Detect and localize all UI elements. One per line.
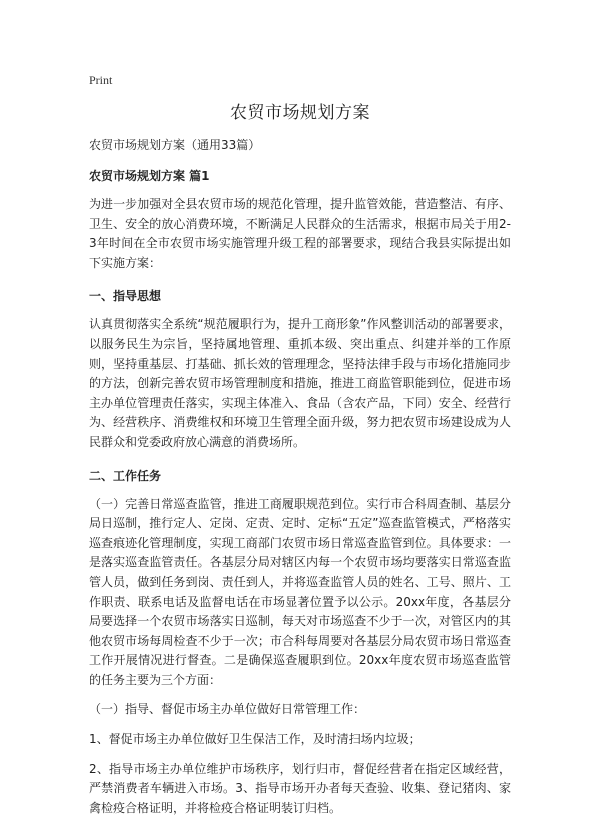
document-subtitle: 农贸市场规划方案（通用33篇） [89,138,261,152]
document-title: 农贸市场规划方案 [230,103,370,123]
heading-guiding-thought: 一、指导思想 [89,289,162,304]
print-label[interactable]: Print [89,73,113,87]
guiding-paragraph: 认真贯彻落实全系统“规范履职行为，提升工商形象”作风整训活动的部署要求，以服务民生为宗旨，坚持属地管理、重抓本级、突出重点、纠建并举的工作原则，坚持重基层、打基础、抓长效的管理理念，坚持法律手段与市场化措施同步的方法，创新完善农贸市场管理制度和措施，推进工商监管职能到位，促进市场主办单位管理责任落实，实现主体准入、食品（含农产品，下同）安全、经营行为、经营秩序、消费维权和环境卫生管理全面升级，努力把农贸市场建设成为人民群众和党委政府放心满意的消费场所。 [89,317,511,449]
intro-paragraph: 为进一步加强对全县农贸市场的规范化管理，提升监管效能，营造整洁、有序、卫生、安全的放心消费环境，不断满足人民群众的生活需求，根据市局关于用2-3年时间在全市农贸市场实施管理升级工程的部署要求，现结合我县实际提出如下实施方案： [89,197,511,270]
task-paragraph: （一）完善日常巡查监管，推进工商履职规范到位。实行市合科周查制、基层分局日巡制，推行定人、定岗、定责、定时、定标“五定”巡查监管模式，严格落实巡查痕迹化管理制度，实现工商部门农贸市场日常巡查监管到位。具体要求：一是落实巡查监管责任。各基层分局对辖区内每一个农贸市场均要落实日常巡查监管人员，做到任务到岗、责任到人，并将巡查监管人员的姓名、工号、照片、工作职责、联系电话及监督电话在市场显著位置予以公示。20xx年度，各基层分局要选择一个农贸市场落实日巡制，每天对市场巡查不少于一次，对管区内的其他农贸市场每周检查不少于一次；市合科每周要对各基层分局农贸市场日常巡查工作开展情况进行督查。二是确保巡查履职到位。20xx年度农贸市场巡查监管的任务主要为三个方面： [89,496,511,687]
subtask-paragraph: （一）指导、督促市场主办单位做好日常管理工作： [89,702,366,717]
heading-work-tasks: 二、工作任务 [89,468,162,483]
section-title: 农贸市场规划方案 篇1 [89,169,210,183]
item-1-paragraph: 1、督促市场主办单位做好卫生保洁工作，及时清扫场内垃圾； [89,732,421,747]
item-2-paragraph: 2、指导市场主办单位维护市场秩序，划行归市，督促经营者在指定区域经营，严禁消费者车辆进入市场。3、指导市场开办者每天查验、收集、登记猪肉、家禽检疫合格证明，并将检疫合格证明装订归档。 [89,761,511,815]
